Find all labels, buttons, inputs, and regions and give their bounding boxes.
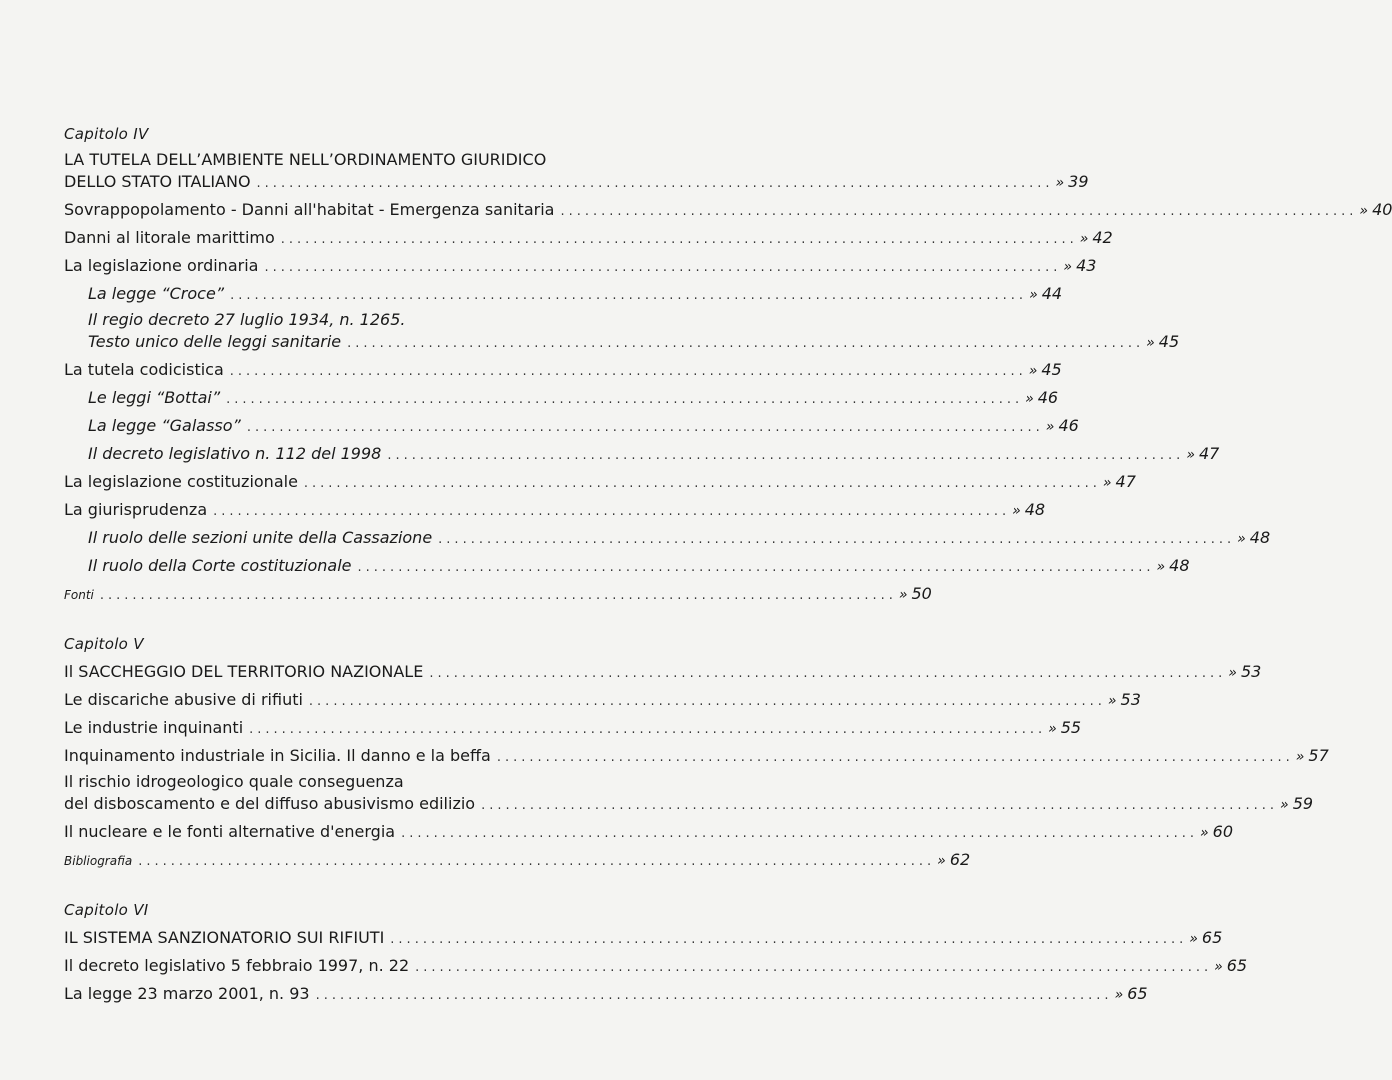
entry-title: Le industrie inquinanti — [64, 718, 244, 737]
page-number: 65 — [1127, 984, 1148, 1003]
chapter-title — [64, 926, 1223, 952]
page-number: 43 — [1076, 256, 1097, 275]
entry-title: La legge “Croce” — [88, 284, 225, 303]
chapter-title-line: DELLO STATO ITALIANO — [64, 172, 251, 191]
chapter-label: Capitolo V — [64, 635, 144, 653]
page-number: 53 — [1240, 662, 1262, 681]
chapter-title-entry — [64, 170, 1089, 196]
page-number: 48 — [1024, 500, 1046, 519]
toc-entry — [64, 772, 1314, 818]
entry-title: Bibliografia — [64, 854, 133, 868]
leader-dots: .................................................................................................. — [303, 476, 1101, 491]
page-number: 39 — [1068, 172, 1089, 191]
chapter-title-line: LA TUTELA DELL’AMBIENTE NELL’ORDINAMENTO GIURIDICO — [64, 150, 547, 169]
leader-dots: .................................................................................................. — [226, 392, 1024, 407]
entry-title: Il ruolo delle sezioni unite della Cassazione — [88, 528, 433, 547]
chapter-label: Capitolo VI — [64, 901, 149, 919]
page-number: 46 — [1037, 388, 1059, 407]
leader-mark: » — [1359, 203, 1369, 219]
entry-title: La legge “Galasso” — [88, 416, 241, 435]
entry-title: Danni al litorale marittimo — [64, 228, 275, 247]
entry-continuation — [64, 792, 1314, 818]
toc-entry — [64, 954, 1248, 980]
leader-mark: » — [1146, 335, 1155, 351]
page-number: 60 — [1212, 822, 1234, 841]
page-number: 42 — [1092, 228, 1113, 247]
page-number: 40 — [1372, 200, 1392, 219]
toc-subentry — [64, 554, 1190, 580]
toc-subentry — [64, 386, 1059, 412]
entry-continuation — [64, 330, 1180, 356]
leader-dots: .................................................................................................. — [357, 560, 1155, 575]
entry-title: Testo unico delle leggi sanitarie — [88, 332, 342, 351]
leader-mark: » — [1186, 447, 1195, 463]
toc-entry — [64, 498, 1046, 524]
toc-sources-entry — [64, 582, 932, 608]
leader-mark: » — [898, 587, 908, 603]
leader-dots: .................................................................................................. — [387, 448, 1185, 463]
page-number: 47 — [1115, 472, 1136, 491]
entry-title: La legge 23 marzo 2001, n. 93 — [64, 984, 310, 1003]
leader-dots: .................................................................................................. — [213, 504, 1011, 519]
spacer — [64, 610, 640, 634]
leader-mark: » — [1045, 419, 1055, 435]
leader-dots: .................................................................................................. — [308, 694, 1106, 709]
chapter-title-line: Il SACCHEGGIO DEL TERRITORIO NAZIONALE — [64, 662, 424, 681]
leader-mark: » — [1028, 363, 1038, 379]
leader-dots: .................................................................................................. — [390, 932, 1188, 947]
leader-mark: » — [1237, 531, 1246, 547]
toc-entry — [64, 470, 1136, 496]
page-number: 59 — [1292, 794, 1314, 813]
page-number: 44 — [1041, 284, 1063, 303]
page-number: 45 — [1041, 360, 1062, 379]
entry-title: La giurisprudenza — [64, 500, 208, 519]
page-number: 45 — [1158, 332, 1180, 351]
toc-entry — [64, 254, 1097, 280]
leader-dots: .................................................................................................. — [496, 750, 1294, 765]
toc-subentry — [64, 414, 1079, 440]
chapter-title-line: IL SISTEMA SANZIONATORIO SUI RIFIUTI — [64, 928, 385, 947]
leader-mark: » — [1295, 749, 1305, 765]
entry-title: Il nucleare e le fonti alternative d'energia — [64, 822, 396, 841]
page-number: 46 — [1058, 416, 1079, 435]
leader-mark: » — [1055, 175, 1065, 191]
entry-title: Fonti — [64, 588, 94, 602]
leader-dots: .................................................................................................. — [315, 988, 1113, 1003]
leader-mark: » — [1063, 259, 1073, 275]
leader-mark: » — [1228, 665, 1237, 681]
entry-title: Inquinamento industriale in Sicilia. Il danno e la beffa — [64, 746, 491, 765]
chapter-title — [64, 660, 1262, 686]
chapter-title — [64, 150, 1089, 196]
leader-mark: » — [937, 853, 946, 869]
page-number: 65 — [1201, 928, 1223, 947]
entry-title: Il decreto legislativo n. 112 del 1998 — [88, 444, 382, 463]
page-number: 55 — [1060, 718, 1082, 737]
entry-title: del disboscamento e del diffuso abusivismo edilizio — [64, 794, 476, 813]
toc-entry — [64, 688, 1141, 714]
toc-entry — [64, 744, 1329, 770]
entry-title: La tutela codicistica — [64, 360, 224, 379]
leader-dots: .................................................................................................. — [429, 666, 1227, 681]
leader-mark: » — [1012, 503, 1021, 519]
leader-mark: » — [1025, 391, 1034, 407]
leader-mark: » — [1214, 959, 1223, 975]
toc-entry — [64, 820, 1234, 846]
toc-entry — [64, 358, 1062, 384]
leader-mark: » — [1114, 987, 1124, 1003]
entry-title: La legislazione costituzionale — [64, 472, 298, 491]
entry-title: Il regio decreto 27 luglio 1934, n. 1265. — [88, 310, 406, 329]
leader-mark: » — [1102, 475, 1112, 491]
toc-bibliography-entry — [64, 848, 971, 874]
toc-subentry — [64, 282, 1063, 308]
page-number: 50 — [911, 584, 932, 603]
leader-mark: » — [1156, 559, 1166, 575]
toc-subentry — [64, 442, 1220, 468]
leader-dots: .................................................................................................. — [438, 532, 1236, 547]
toc-entry — [64, 982, 1148, 1008]
page-number: 48 — [1249, 528, 1271, 547]
leader-dots: .................................................................................................. — [264, 260, 1062, 275]
entry-title: Il decreto legislativo 5 febbraio 1997, n. 22 — [64, 956, 410, 975]
leader-dots: .................................................................................................. — [99, 588, 897, 603]
spacer — [64, 876, 640, 900]
page-number: 62 — [949, 850, 971, 869]
toc-entry — [64, 226, 1113, 252]
leader-dots: .................................................................................................. — [230, 288, 1028, 303]
entry-title: Le discariche abusive di rifiuti — [64, 690, 303, 709]
leader-dots: .................................................................................................. — [256, 176, 1054, 191]
leader-dots: .................................................................................................. — [246, 420, 1044, 435]
toc-subentry — [64, 526, 1271, 552]
leader-mark: » — [1029, 287, 1038, 303]
page-number: 57 — [1308, 746, 1329, 765]
leader-dots: .................................................................................................. — [560, 204, 1358, 219]
leader-mark: » — [1189, 931, 1198, 947]
leader-dots: .................................................................................................. — [249, 722, 1047, 737]
leader-mark: » — [1048, 721, 1057, 737]
entry-title: Il rischio idrogeologico quale conseguenza — [64, 772, 404, 791]
leader-dots: .................................................................................................. — [401, 826, 1199, 841]
page-number: 48 — [1169, 556, 1190, 575]
leader-dots: .................................................................................................. — [415, 960, 1213, 975]
toc-subentry — [64, 310, 1180, 356]
table-of-contents — [64, 124, 1392, 1010]
toc-entry — [64, 198, 1392, 224]
entry-title: Le leggi “Bottai” — [88, 388, 221, 407]
leader-mark: » — [1079, 231, 1089, 247]
leader-dots: .................................................................................................. — [138, 854, 936, 869]
chapter-label: Capitolo IV — [64, 125, 149, 143]
entry-title: Sovrappopolamento - Danni all'habitat - Emergenza sanitaria — [64, 200, 555, 219]
leader-dots: .................................................................................................. — [347, 336, 1145, 351]
page-number: 65 — [1226, 956, 1248, 975]
leader-dots: .................................................................................................. — [481, 798, 1279, 813]
toc-entry — [64, 716, 1082, 742]
leader-dots: .................................................................................................. — [229, 364, 1027, 379]
entry-title: Il ruolo della Corte costituzionale — [88, 556, 352, 575]
entry-title: La legislazione ordinaria — [64, 256, 259, 275]
leader-mark: » — [1280, 797, 1289, 813]
leader-mark: » — [1107, 693, 1117, 709]
leader-dots: .................................................................................................. — [280, 232, 1078, 247]
page-number: 53 — [1120, 690, 1141, 709]
page-number: 47 — [1198, 444, 1220, 463]
leader-mark: » — [1200, 825, 1209, 841]
